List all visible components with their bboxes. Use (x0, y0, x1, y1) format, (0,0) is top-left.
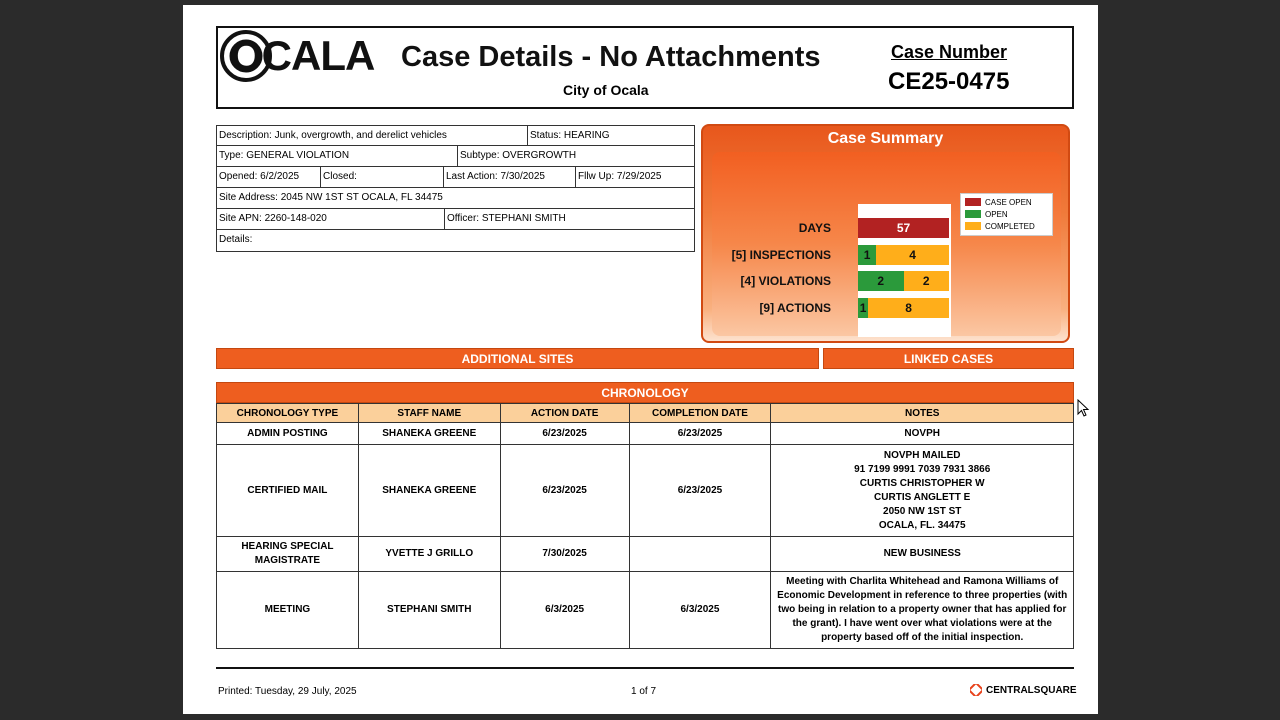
row-action-date: 6/23/2025 (500, 423, 629, 445)
printed-date: Printed: Tuesday, 29 July, 2025 (218, 686, 357, 697)
row-action-date: 6/23/2025 (500, 445, 629, 537)
subtype-field: Subtype: OVERGROWTH (460, 150, 577, 161)
row-type: MEETING (217, 572, 359, 649)
row-staff: SHANEKA GREENE (358, 445, 500, 537)
case-summary-title: Case Summary (827, 130, 944, 147)
document-page (183, 5, 1098, 714)
chart-bar-completed: 2 (904, 271, 950, 291)
chart-legend (960, 193, 1053, 236)
logo-text: OCALA (230, 32, 375, 79)
row-completion-date: 6/3/2025 (629, 572, 771, 649)
row-staff: SHANEKA GREENE (358, 423, 500, 445)
type-field: Type: GENERAL VIOLATION (217, 146, 458, 166)
case-number-value: CE25-0475 (888, 68, 1010, 95)
additional-sites-header: ADDITIONAL SITES (216, 348, 819, 369)
row-notes: NEW BUSINESS (771, 537, 1074, 572)
chart-bar-open: 1 (858, 245, 876, 265)
legend-label-open: OPEN (985, 209, 1008, 219)
chronology-table (216, 403, 1074, 649)
case-info-table (216, 125, 695, 252)
row-completion-date (629, 537, 771, 572)
case-number-label: Case Number (891, 42, 1008, 62)
chart-bar-case-open: 57 (858, 218, 949, 238)
row-notes: NOVPH (771, 423, 1074, 445)
follow-up-field: Fllw Up: 7/29/2025 (578, 171, 662, 182)
legend-swatch-completed (965, 222, 981, 230)
col-header-action-date: ACTION DATE (500, 404, 629, 423)
site-apn-field: Site APN: 2260-148-020 (217, 209, 445, 229)
table-row (217, 423, 1074, 445)
footer-divider (216, 667, 1074, 669)
table-row (217, 445, 1074, 537)
details-field: Details: (216, 230, 695, 252)
ocala-logo (218, 28, 388, 83)
col-header-staff: STAFF NAME (358, 404, 500, 423)
chart-row-label: [9] ACTIONS (759, 300, 831, 315)
row-completion-date: 6/23/2025 (629, 423, 771, 445)
legend-label-case-open: CASE OPEN (985, 197, 1032, 207)
chart-bar-completed: 8 (868, 298, 949, 318)
legend-label-completed: COMPLETED (985, 221, 1035, 231)
closed-field: Closed: (321, 167, 444, 187)
legend-swatch-open (965, 210, 981, 218)
centralsquare-logo (970, 684, 1077, 696)
case-summary-panel (701, 124, 1070, 343)
site-address-field: Site Address: 2045 NW 1ST ST OCALA, FL 34475 (219, 192, 443, 203)
linked-cases-header: LINKED CASES (823, 348, 1074, 369)
last-action-field: Last Action: 7/30/2025 (444, 167, 576, 187)
chart-row-label: [5] INSPECTIONS (731, 247, 831, 262)
centralsquare-icon (970, 684, 982, 696)
row-completion-date: 6/23/2025 (629, 445, 771, 537)
case-summary-chart (712, 152, 1061, 336)
row-type: ADMIN POSTING (217, 423, 359, 445)
row-staff: STEPHANI SMITH (358, 572, 500, 649)
description-field: Description: Junk, overgrowth, and derelict vehicles (217, 126, 528, 145)
table-row (217, 537, 1074, 572)
page-number: 1 of 7 (631, 686, 657, 697)
col-header-completion-date: COMPLETION DATE (629, 404, 771, 423)
row-type: CERTIFIED MAIL (217, 445, 359, 537)
brand-text: CENTRALSQUARE (986, 684, 1077, 696)
chart-row-label: [4] VIOLATIONS (740, 274, 831, 288)
document-header (216, 26, 1074, 109)
opened-field: Opened: 6/2/2025 (217, 167, 321, 187)
row-action-date: 6/3/2025 (500, 572, 629, 649)
table-row (217, 572, 1074, 649)
chart-row-label: DAYS (798, 221, 831, 235)
col-header-type: CHRONOLOGY TYPE (217, 404, 359, 423)
page-title: Case Details - No Attachments (401, 41, 821, 73)
row-notes: Meeting with Charlita Whitehead and Ramona Williams of Economic Development in reference to three properties (with two being in relation to a property owner that has applied for the grant). I have went over what violations were at the property based off of the initial inspection. (771, 572, 1074, 649)
mouse-cursor-icon (1077, 399, 1091, 419)
page-subtitle: City of Ocala (563, 82, 649, 98)
row-action-date: 7/30/2025 (500, 537, 629, 572)
chart-bar-open: 1 (858, 298, 868, 318)
status-field: Status: HEARING (530, 130, 610, 141)
row-staff: YVETTE J GRILLO (358, 537, 500, 572)
chronology-header: CHRONOLOGY (216, 382, 1074, 403)
legend-swatch-case-open (965, 198, 981, 206)
chart-bar-open: 2 (858, 271, 904, 291)
officer-field: Officer: STEPHANI SMITH (447, 213, 566, 224)
row-type: HEARING SPECIAL MAGISTRATE (217, 537, 359, 572)
row-notes: NOVPH MAILED 91 7199 9991 7039 7931 3866 CURTIS CHRISTOPHER W CURTIS ANGLETT E 2050 NW 1ST ST OCALA, FL. 34475 (771, 445, 1074, 537)
col-header-notes: NOTES (771, 404, 1074, 423)
chart-bar-completed: 4 (876, 245, 949, 265)
